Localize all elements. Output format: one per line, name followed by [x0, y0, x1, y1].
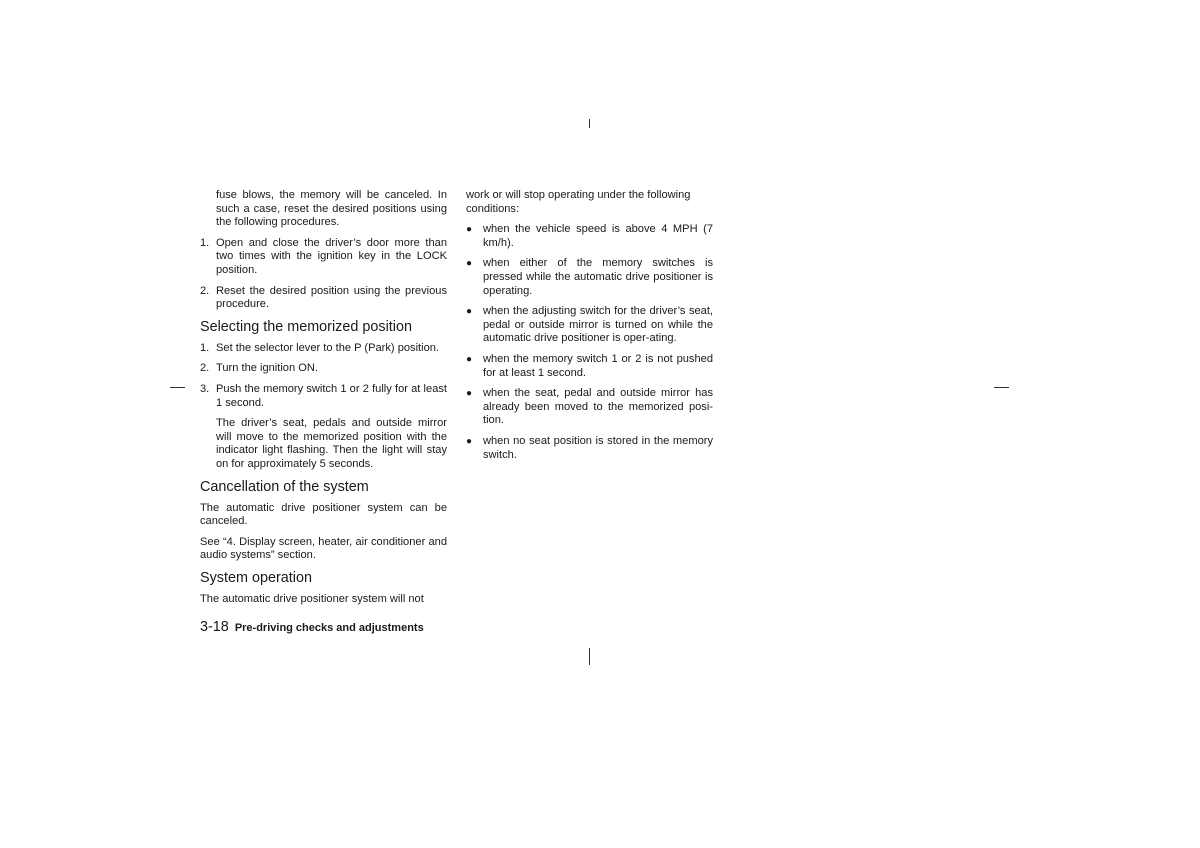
condition-list-item	[466, 257, 713, 298]
intro-paragraph: fuse blows, the memory will be canceled. In such a case, reset the desired positions using the following procedures.	[216, 189, 447, 229]
step-number: 1.	[200, 341, 210, 354]
condition-text: when no seat position is stored in the memory switch.	[483, 434, 713, 461]
right-crop-mark	[994, 387, 1009, 388]
condition-text: when the seat, pedal and outside mirror has already been moved to the memorized posi-tion.	[483, 387, 713, 427]
page-number: 3-18	[200, 619, 229, 635]
right-column	[466, 189, 713, 469]
step-number: 2.	[200, 362, 210, 375]
cancel-paragraph: The automatic drive positioner system can be canceled.	[200, 501, 447, 528]
operation-paragraph: The automatic drive positioner system will not	[200, 592, 424, 605]
step-text: Open and close the driver’s door more than two times with the ignition key in the LOCK position.	[216, 236, 447, 276]
condition-list-item	[466, 223, 713, 250]
cancel-reference: See “4. Display screen, heater, air conditioner and audio systems” section.	[200, 535, 447, 562]
step-number: 2.	[200, 284, 210, 297]
bullet-icon: ●	[466, 353, 473, 365]
step-text: Set the selector lever to the P (Park) position.	[216, 341, 440, 354]
condition-text: when the memory switch 1 or 2 is not pushed for at least 1 second.	[483, 352, 713, 379]
condition-text: when either of the memory switches is pressed while the automatic drive positioner is operating.	[483, 257, 713, 297]
condition-list-item	[466, 435, 713, 462]
condition-text: when the vehicle speed is above 4 MPH (7 km/h).	[483, 223, 713, 249]
bullet-icon: ●	[466, 388, 473, 400]
bottom-crop-mark	[589, 648, 590, 665]
reset-step	[200, 285, 447, 312]
condition-list-item	[466, 387, 713, 428]
bullet-icon: ●	[466, 435, 473, 447]
heading-selecting-memorized-position: Selecting the memorized position	[200, 318, 412, 335]
top-crop-mark	[589, 119, 590, 128]
condition-text: when the adjusting switch for the driver’s seat, pedal or outside mirror is turned on while the automatic drive positioner is oper-ating.	[483, 305, 713, 345]
left-column	[200, 189, 447, 613]
heading-cancellation: Cancellation of the system	[200, 478, 369, 495]
select-step	[200, 342, 447, 356]
step-text: Reset the desired position using the previous procedure.	[216, 284, 447, 311]
step-number: 3.	[200, 382, 210, 395]
select-step	[200, 362, 447, 376]
step-text: Push the memory switch 1 or 2 fully for at least 1 second.	[216, 382, 447, 409]
left-crop-mark	[170, 387, 185, 388]
bullet-icon: ●	[466, 258, 473, 270]
step-number: 1.	[200, 236, 210, 249]
bullet-icon: ●	[466, 224, 473, 236]
section-title: Pre-driving checks and adjustments	[234, 622, 424, 634]
select-note: The driver’s seat, pedals and outside mirror will move to the memorized position with the indicator light flashing. Then the light will stay on for approximately 5 seconds.	[216, 417, 447, 470]
bullet-icon: ●	[466, 306, 473, 318]
reset-step	[200, 237, 447, 278]
select-step	[200, 383, 447, 410]
step-text: Turn the ignition ON.	[216, 362, 318, 375]
condition-list-item	[466, 305, 713, 346]
heading-system-operation: System operation	[200, 569, 312, 586]
condition-list-item	[466, 353, 713, 380]
page-footer	[200, 619, 424, 635]
conditions-intro: work or will stop operating under the following conditions:	[466, 189, 691, 215]
